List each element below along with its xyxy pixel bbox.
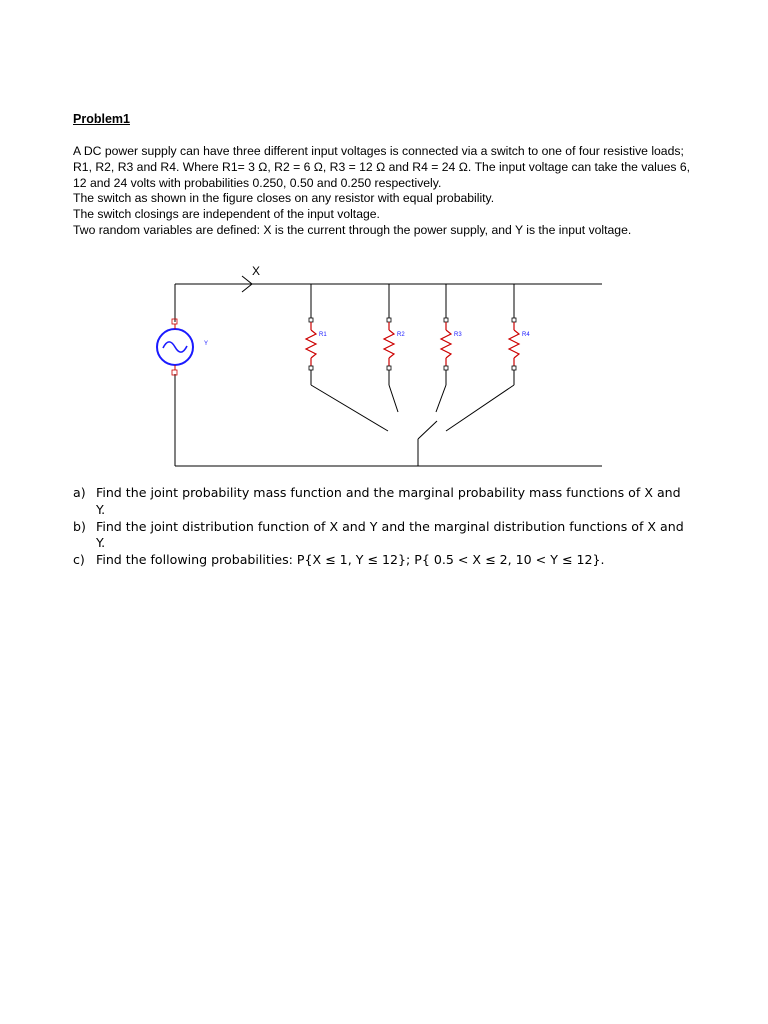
problem-paragraph: The switch closings are independent of the input voltage. [73,207,380,222]
ac-source-icon [157,319,193,375]
question-text: Find the joint probability mass function and the marginal probability mass functions of X and Y. [96,485,681,517]
resistor-label: R4 [522,332,530,338]
question-marker: c) [73,552,85,568]
resistor-label: R3 [454,332,462,338]
question-item [73,552,693,569]
problem-statement [73,144,693,239]
resistor-label: R2 [397,332,405,338]
question-marker: b) [73,518,86,534]
resistor-icon [306,318,316,370]
resistor-icon [509,318,519,370]
problem-title: Problem1 [73,112,130,126]
current-arrow [242,276,252,292]
question-list [73,485,693,569]
current-label: X [252,264,261,278]
resistor-icon [441,318,451,370]
question-text: Find the following probabilities: P{X ≤ 1, Y ≤ 12}; P{ 0.5 < X ≤ 2, 10 < Y ≤ 12}. [96,552,605,568]
source-label: Y [204,341,209,347]
question-item [73,485,693,519]
question-text: Find the joint distribution function of X and Y and the marginal distribution functions of X and Y. [96,518,684,551]
question-item [73,519,693,553]
question-marker: a) [73,485,86,500]
problem-paragraph: Two random variables are defined: X is the current through the power supply, and Y is the input voltage. [73,222,632,237]
problem-paragraph: A DC power supply can have three different input voltages is connected via a switch to one of four resistive loads; R1, R2, R3 and R4. Where R1= 3 Ω, R2 = 6 Ω, R3 = 12 Ω and R4 = 24 Ω. The input voltage can take the values 6, 12 and 24 volts with probabilities 0.250, 0.50 and 0.250 respectively. [73,144,691,190]
switch-blade [418,421,437,439]
resistor-label: R1 [319,332,327,338]
resistor-icon [384,318,394,370]
problem-paragraph: The switch as shown in the figure closes on any resistor with equal probability. [73,191,495,206]
